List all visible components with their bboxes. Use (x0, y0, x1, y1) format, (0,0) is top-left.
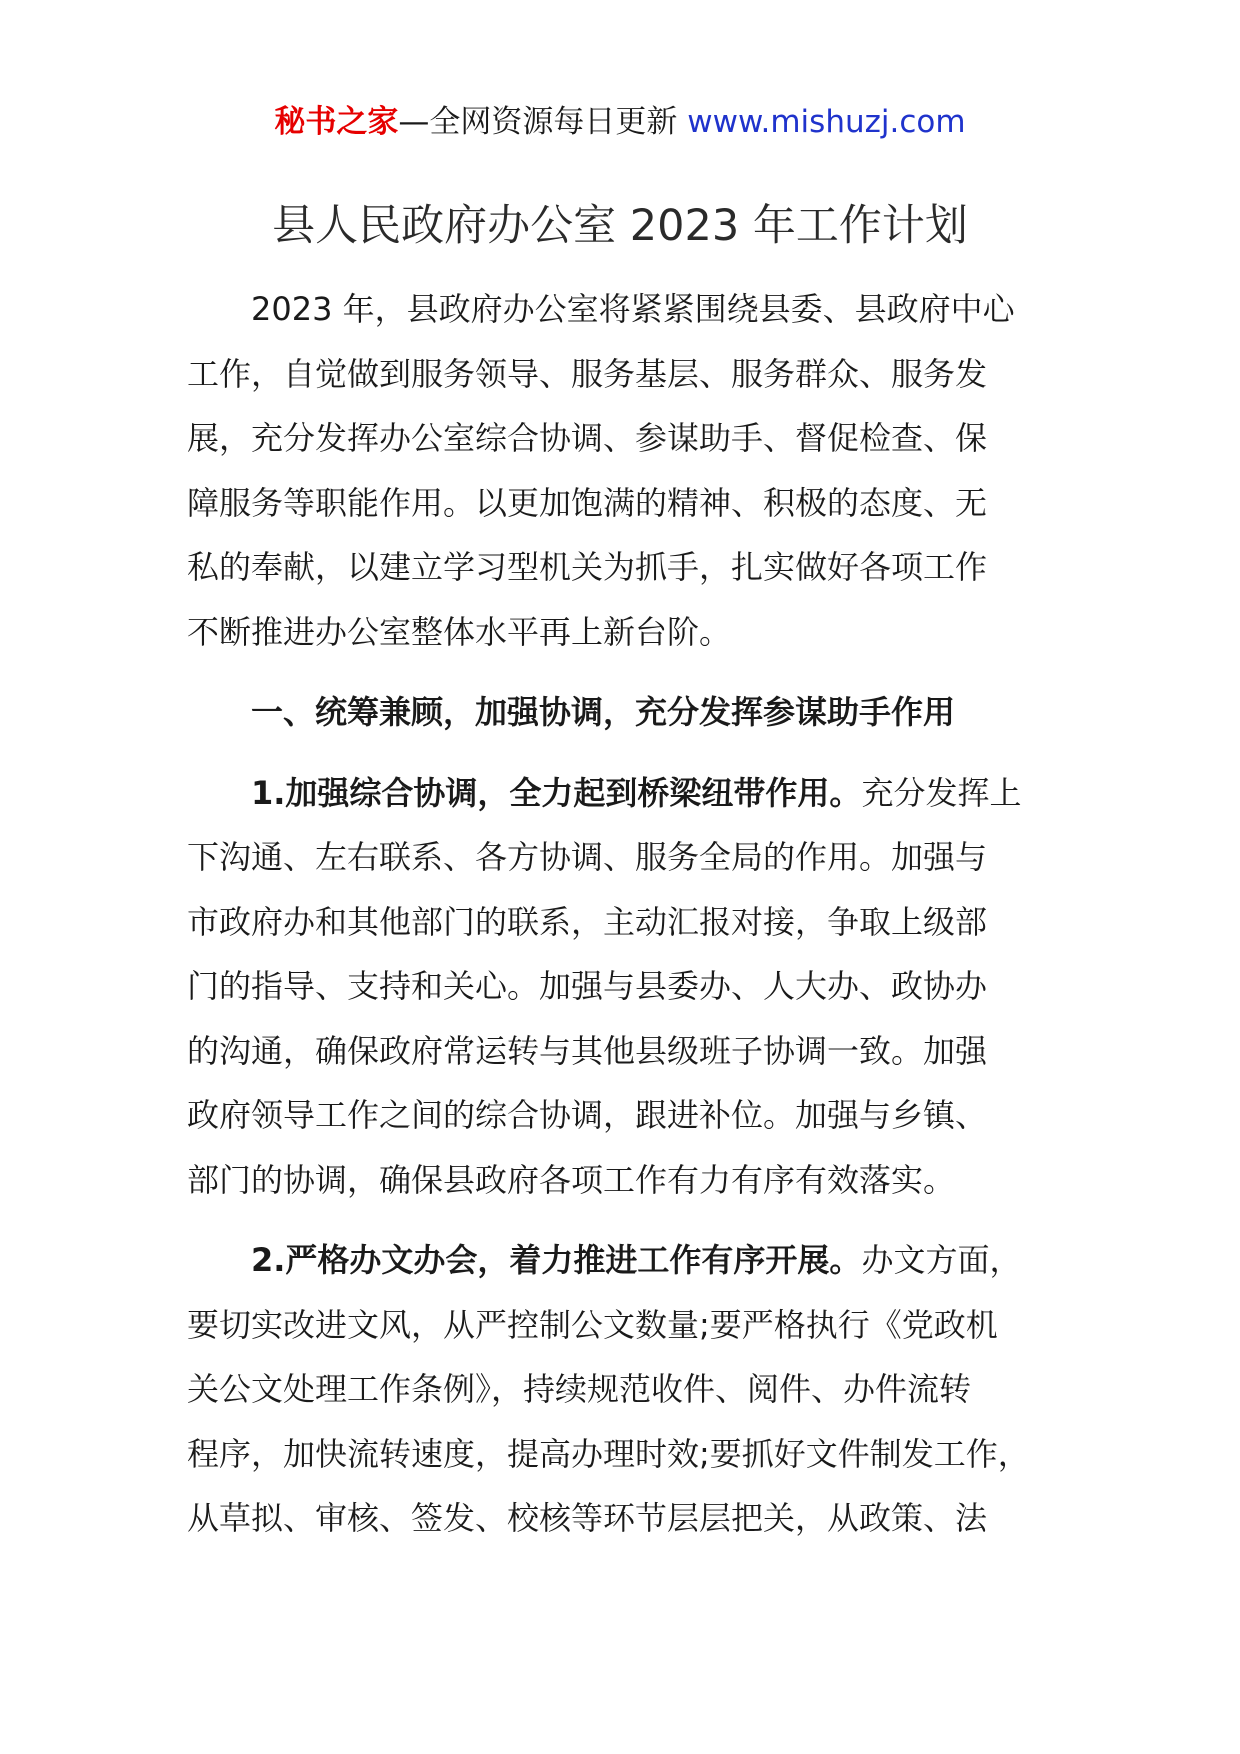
paragraph-line (187, 1228, 1087, 1293)
site-header (0, 100, 1240, 144)
paragraph-line: 私的奉献，以建立学习型机关为抓手，扎实做好各项工作 (187, 548, 988, 586)
paragraph-line (187, 761, 1087, 826)
paragraph-line: 市政府办和其他部门的联系，主动汇报对接，争取上级部 (187, 902, 988, 941)
section-heading: 一、统筹兼顾，加强协调，充分发挥参谋助手作用 (251, 693, 956, 731)
paragraph-line: 工作，自觉做到服务领导、服务基层、服务群众、服务发 (187, 354, 988, 393)
intro-paragraph (187, 277, 1087, 664)
paragraph-gap (187, 1212, 1087, 1228)
paragraph-line: 从草拟、审核、签发、校核等环节层层把关，从政策、法 (187, 1499, 988, 1537)
paragraph-line: 门的指导、支持和关心。加强与县委办、人大办、政协办 (187, 967, 988, 1005)
brand-name: 秘书之家 (274, 104, 399, 140)
paragraph-line: 政府领导工作之间的综合协调，跟进补位。加强与乡镇、 (187, 1096, 988, 1134)
paragraph-line: 下沟通、左右联系、各方协调、服务全局的作用。加强与 (187, 838, 988, 876)
item-1-paragraph (187, 761, 1087, 1213)
paragraph-line: 关公文处理工作条例》，持续规范收件、阅件、办件流转 (187, 1370, 972, 1408)
paragraph-line: 程序，加快流转速度，提高办理时效;要抓好文件制发工作， (187, 1434, 1030, 1473)
header-tagline: —全网资源每日更新 (398, 104, 688, 140)
paragraph-line: 展，充分发挥办公室综合协调、参谋助手、督促检查、保 (187, 419, 988, 457)
document-title: 县人民政府办公室 2023 年工作计划 (272, 201, 968, 251)
paragraph-line: 障服务等职能作用。以更加饱满的精神、积极的态度、无 (187, 483, 988, 522)
paragraph-line: 要切实改进文风，从严控制公文数量;要严格执行《党政机 (187, 1305, 998, 1344)
item-2-paragraph (187, 1228, 1087, 1551)
item-2-first-line-rest: 办文方面， (861, 1241, 1022, 1279)
paragraph-line: 部门的协调，确保县政府各项工作有力有序有效落实。 (187, 1160, 956, 1199)
document-body (187, 277, 1087, 1551)
item-1-lead: 1.加强综合协调，全力起到桥梁纽带作用。 (251, 773, 862, 812)
paragraph-line: 的沟通，确保政府常运转与其他县级班子协调一致。加强 (187, 1031, 988, 1070)
paragraph-line: 2023 年，县政府办公室将紧紧围绕县委、县政府中心 (251, 290, 1015, 328)
item-1-first-line-rest: 充分发挥上 (861, 773, 1022, 812)
paragraph-gap (187, 664, 1087, 680)
item-2-lead: 2.严格办文办会，着力推进工作有序开展。 (251, 1241, 862, 1279)
paragraph-line: 不断推进办公室整体水平再上新台阶。 (187, 612, 732, 651)
paragraph-gap (187, 745, 1087, 761)
site-url-link[interactable]: www.mishuzj.com (687, 104, 966, 140)
